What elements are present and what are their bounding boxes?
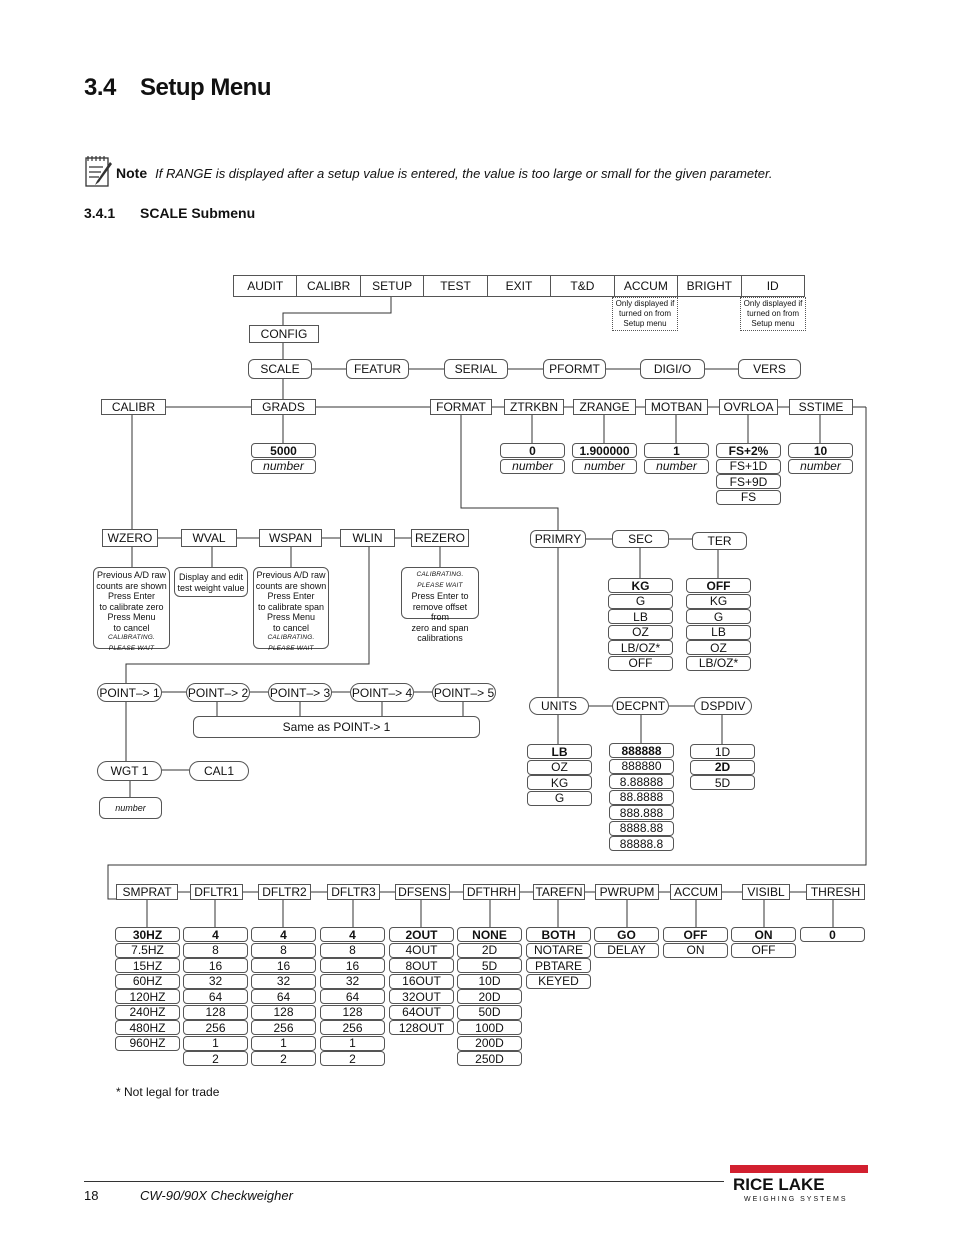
point-4-node[interactable]: POINT–> 4 <box>350 683 414 702</box>
dfltr3-value[interactable]: 4 <box>320 927 385 942</box>
grads-number[interactable]: number <box>251 459 316 474</box>
units-values <box>527 744 592 806</box>
rezero-node[interactable]: REZERO <box>411 529 469 547</box>
dfthrh-values <box>457 927 522 1067</box>
svg-text:WEIGHING SYSTEMS: WEIGHING SYSTEMS <box>744 1196 848 1203</box>
wzero-description <box>93 567 170 652</box>
visibl-value[interactable]: ON <box>731 927 796 942</box>
dfthrh-value[interactable]: 50D <box>457 1005 522 1020</box>
wlin-node[interactable]: WLIN <box>340 529 395 547</box>
dfthrh-value[interactable]: NONE <box>457 927 522 942</box>
tarefn-node[interactable]: TAREFN <box>533 884 585 900</box>
dfltr2-values <box>251 927 316 1067</box>
point-1-node[interactable]: POINT–> 1 <box>97 683 162 702</box>
desc-line: calibrations <box>417 633 463 643</box>
accum-value[interactable]: ON <box>663 943 728 958</box>
ztrkbn-values <box>500 443 565 474</box>
dfthrh-value[interactable]: 10D <box>457 974 522 989</box>
visibl-values <box>731 927 796 958</box>
main-menubar <box>233 275 805 297</box>
note-text: If RANGE is displayed after a setup value is entered, the value is too large or small for the given parameter. <box>155 165 773 181</box>
desc-line: CALIBRATING. PLEASE WAIT <box>267 634 315 652</box>
point-2-node[interactable]: POINT–> 2 <box>186 683 250 702</box>
point-3-node[interactable]: POINT–> 3 <box>268 683 332 702</box>
thresh-value[interactable]: 0 <box>800 927 865 942</box>
zrange-number[interactable]: number <box>572 459 637 474</box>
calibr-node[interactable]: CALIBR <box>101 399 166 415</box>
wgt-1-node[interactable]: WGT 1 <box>97 761 162 781</box>
accum-values <box>663 927 728 958</box>
motban-default[interactable]: 1 <box>644 443 709 458</box>
subsection-title: SCALE Submenu <box>140 205 256 221</box>
sec-value[interactable]: G <box>608 594 673 609</box>
sstime-node[interactable]: SSTIME <box>789 399 853 415</box>
wzero-node[interactable]: WZERO <box>102 529 158 547</box>
dfltr2-value[interactable]: 128 <box>251 1005 316 1020</box>
tarefn-value[interactable]: PBTARE <box>526 958 591 973</box>
pwrupm-values <box>594 927 659 958</box>
dfltr3-node[interactable]: DFLTR3 <box>327 884 380 900</box>
scale-node[interactable]: SCALE <box>248 359 312 379</box>
ovrloa-value[interactable]: FS+1D <box>716 459 781 474</box>
desc-line: CALIBRATING. PLEASE WAIT <box>416 571 464 589</box>
dfltr2-value[interactable]: 8 <box>251 943 316 958</box>
dspdiv-values <box>690 744 755 791</box>
dspdiv-value[interactable]: 5D <box>690 775 755 790</box>
sec-value[interactable]: OZ <box>608 625 673 640</box>
menu-calibr[interactable]: CALIBR <box>297 276 360 296</box>
decpnt-value[interactable]: 888.888 <box>609 805 674 820</box>
dfthrh-value[interactable]: 100D <box>457 1020 522 1035</box>
pwrupm-node[interactable]: PWRUPM <box>595 884 659 900</box>
motban-number[interactable]: number <box>644 459 709 474</box>
digio-node[interactable]: DIGI/O <box>640 359 705 379</box>
dfltr3-value[interactable]: 2 <box>320 1051 385 1066</box>
ter-value[interactable]: LB/OZ* <box>686 656 751 671</box>
dfltr1-value[interactable]: 256 <box>183 1020 248 1035</box>
decpnt-value[interactable]: 8.88888 <box>609 774 674 789</box>
decpnt-node[interactable]: DECPNT <box>612 697 669 715</box>
dfltr3-value[interactable]: 64 <box>320 989 385 1004</box>
desc-line: Press Enter <box>267 591 315 601</box>
document-title: CW-90/90X Checkweigher <box>140 1188 293 1203</box>
primry-node[interactable]: PRIMRY <box>530 530 586 548</box>
dfthrh-value[interactable]: 200D <box>457 1036 522 1051</box>
page-number: 18 <box>84 1188 99 1203</box>
smprat-value[interactable]: 960HZ <box>115 1036 180 1051</box>
dfsens-value[interactable]: 4OUT <box>389 943 454 958</box>
wspan-node[interactable]: WSPAN <box>259 529 322 547</box>
smprat-values <box>115 927 180 1051</box>
dfthrh-value[interactable]: 5D <box>457 958 522 973</box>
grads-default[interactable]: 5000 <box>251 443 316 458</box>
pwrupm-value[interactable]: GO <box>594 927 659 942</box>
dfthrh-value[interactable]: 20D <box>457 989 522 1004</box>
desc-line: Previous A/D raw <box>256 570 326 580</box>
subsection-number: 3.4.1 <box>84 205 116 221</box>
desc-line: counts are shown <box>255 580 327 591</box>
sec-value[interactable]: LB <box>608 609 673 624</box>
ovrloa-values <box>716 443 781 505</box>
dspdiv-node[interactable]: DSPDIV <box>694 697 752 715</box>
sec-value[interactable]: LB/OZ* <box>608 640 673 655</box>
zrange-values <box>572 443 637 474</box>
ovrloa-value[interactable]: FS+9D <box>716 474 781 489</box>
sec-value[interactable]: KG <box>608 578 673 593</box>
cal1-node[interactable]: CAL1 <box>189 761 249 781</box>
dfsens-value[interactable]: 16OUT <box>389 974 454 989</box>
wval-description <box>174 567 248 597</box>
accum-node[interactable]: ACCUM <box>670 884 722 900</box>
section-number: 3.4 <box>84 74 116 101</box>
visibl-value[interactable]: OFF <box>731 943 796 958</box>
visibl-node[interactable]: VISIBL <box>742 884 790 900</box>
desc-line: Press Enter <box>107 591 156 601</box>
dfltr3-value[interactable]: 1 <box>320 1036 385 1051</box>
decpnt-values <box>609 743 674 852</box>
desc-line: Display and edit <box>178 572 244 582</box>
dfsens-value[interactable]: 64OUT <box>389 1005 454 1020</box>
dfltr1-value[interactable]: 128 <box>183 1005 248 1020</box>
tarefn-value[interactable]: BOTH <box>526 927 591 942</box>
dfltr2-value[interactable]: 64 <box>251 989 316 1004</box>
units-node[interactable]: UNITS <box>529 697 589 715</box>
dfsens-value[interactable]: 32OUT <box>389 989 454 1004</box>
dfthrh-value[interactable]: 2D <box>457 943 522 958</box>
dfltr2-value[interactable]: 32 <box>251 974 316 989</box>
wgt-number[interactable]: number <box>99 797 162 819</box>
ter-value[interactable]: G <box>686 609 751 624</box>
wspan-description <box>253 567 329 652</box>
desc-line: to cancel <box>272 622 310 633</box>
ztrkbn-default[interactable]: 0 <box>500 443 565 458</box>
dfltr1-value[interactable]: 4 <box>183 927 248 942</box>
motban-values <box>644 443 709 474</box>
sstime-number[interactable]: number <box>788 459 853 474</box>
desc-line: CALIBRATING. PLEASE WAIT <box>107 634 156 652</box>
dspdiv-value[interactable]: 2D <box>690 760 755 775</box>
smprat-value[interactable]: 60HZ <box>115 974 180 989</box>
id-note: Only displayed if turned on from Setup menu <box>740 297 806 331</box>
dfltr2-node[interactable]: DFLTR2 <box>258 884 311 900</box>
desc-line: Press Menu <box>266 612 316 622</box>
menu-audit[interactable]: AUDIT <box>234 276 297 296</box>
decpnt-value[interactable]: 888880 <box>609 759 674 774</box>
smprat-value[interactable]: 240HZ <box>115 1005 180 1020</box>
sec-value[interactable]: OFF <box>608 656 673 671</box>
featur-node[interactable]: FEATUR <box>346 359 409 379</box>
menu-bright[interactable]: BRIGHT <box>678 276 741 296</box>
config-node[interactable]: CONFIG <box>249 325 319 343</box>
units-value[interactable]: KG <box>527 775 592 790</box>
decpnt-value[interactable]: 888888 <box>609 743 674 758</box>
ter-node[interactable]: TER <box>692 532 747 550</box>
ter-values <box>686 578 751 671</box>
footer-rule <box>84 1181 724 1182</box>
dfltr1-value[interactable]: 64 <box>183 989 248 1004</box>
ztrkbn-number[interactable]: number <box>500 459 565 474</box>
decpnt-value[interactable]: 88.8888 <box>609 790 674 805</box>
zrange-node[interactable]: ZRANGE <box>573 399 636 415</box>
menu-accum[interactable]: ACCUM <box>615 276 678 296</box>
dfthrh-node[interactable]: DFTHRH <box>463 884 520 900</box>
dfsens-node[interactable]: DFSENS <box>395 884 450 900</box>
tarefn-value[interactable]: KEYED <box>526 974 591 989</box>
dfsens-value[interactable]: 2OUT <box>389 927 454 942</box>
menu-td[interactable]: T&D <box>551 276 614 296</box>
dfltr2-value[interactable]: 4 <box>251 927 316 942</box>
rice-lake-logo <box>730 1165 870 1203</box>
dfsens-value[interactable]: 128OUT <box>389 1020 454 1035</box>
wval-node[interactable]: WVAL <box>181 529 237 547</box>
dfltr1-value[interactable]: 16 <box>183 958 248 973</box>
ovrloa-node[interactable]: OVRLOA <box>719 399 778 415</box>
svg-text:RICE LAKE: RICE LAKE <box>733 1175 825 1194</box>
section-title: Setup Menu <box>140 74 271 101</box>
smprat-value[interactable]: 15HZ <box>115 958 180 973</box>
same-as-point-1: Same as POINT-> 1 <box>193 716 480 738</box>
ter-value[interactable]: OFF <box>686 578 751 593</box>
accum-value[interactable]: OFF <box>663 927 728 942</box>
smprat-value[interactable]: 30HZ <box>115 927 180 942</box>
dfltr1-value[interactable]: 1 <box>183 1036 248 1051</box>
dfsens-values <box>389 927 454 1036</box>
accum-note: Only displayed if turned on from Setup menu <box>612 297 678 331</box>
dfltr2-value[interactable]: 1 <box>251 1036 316 1051</box>
desc-line: Press Menu <box>107 612 156 622</box>
menu-setup[interactable]: SETUP <box>361 276 424 296</box>
ovrloa-value[interactable]: FS+2% <box>716 443 781 458</box>
dfltr3-value[interactable]: 32 <box>320 974 385 989</box>
desc-line: counts are shown <box>96 580 167 591</box>
dfltr1-node[interactable]: DFLTR1 <box>190 884 243 900</box>
dfltr2-value[interactable]: 256 <box>251 1020 316 1035</box>
motban-node[interactable]: MOTBAN <box>645 399 708 415</box>
dfsens-value[interactable]: 8OUT <box>389 958 454 973</box>
units-value[interactable]: LB <box>527 744 592 759</box>
dfltr1-value[interactable]: 32 <box>183 974 248 989</box>
ter-value[interactable]: LB <box>686 625 751 640</box>
smprat-value[interactable]: 7.5HZ <box>115 943 180 958</box>
thresh-values <box>800 927 865 943</box>
grads-node[interactable]: GRADS <box>251 399 316 415</box>
dfltr3-value[interactable]: 16 <box>320 958 385 973</box>
desc-line: to cancel <box>113 622 150 633</box>
dfltr1-value[interactable]: 8 <box>183 943 248 958</box>
grads-values <box>251 443 316 474</box>
dfltr1-value[interactable]: 2 <box>183 1051 248 1066</box>
smprat-node[interactable]: SMPRAT <box>116 884 178 900</box>
smprat-value[interactable]: 480HZ <box>115 1020 180 1035</box>
tarefn-values <box>526 927 591 989</box>
dfthrh-value[interactable]: 250D <box>457 1051 522 1066</box>
dfltr3-value[interactable]: 128 <box>320 1005 385 1020</box>
dfltr3-value[interactable]: 8 <box>320 943 385 958</box>
format-node[interactable]: FORMAT <box>430 399 492 415</box>
ter-value[interactable]: KG <box>686 594 751 609</box>
desc-line: zero and span <box>411 622 469 633</box>
units-value[interactable]: G <box>527 791 592 806</box>
desc-line: to calibrate span <box>257 601 325 612</box>
menu-test[interactable]: TEST <box>424 276 487 296</box>
vers-node[interactable]: VERS <box>738 359 801 379</box>
ztrkbn-node[interactable]: ZTRKBN <box>504 399 564 415</box>
point-5-node[interactable]: POINT–> 5 <box>432 683 496 702</box>
desc-line: Press Enter to <box>411 591 469 601</box>
note-label: Note <box>116 165 148 181</box>
smprat-value[interactable]: 120HZ <box>115 989 180 1004</box>
menu-id[interactable]: ID <box>766 279 779 293</box>
desc-line: to calibrate zero <box>99 601 164 612</box>
decpnt-value[interactable]: 88888.8 <box>609 836 674 851</box>
tarefn-value[interactable]: NOTARE <box>526 943 591 958</box>
dspdiv-value[interactable]: 1D <box>690 744 755 759</box>
units-value[interactable]: OZ <box>527 760 592 775</box>
sstime-default[interactable]: 10 <box>788 443 853 458</box>
serial-node[interactable]: SERIAL <box>444 359 508 379</box>
ter-value[interactable]: OZ <box>686 640 751 655</box>
dfltr3-value[interactable]: 256 <box>320 1020 385 1035</box>
desc-line: test weight value <box>177 582 245 593</box>
sstime-values <box>788 443 853 474</box>
dfltr1-values <box>183 927 248 1067</box>
dfltr3-values <box>320 927 385 1067</box>
sec-values <box>608 578 673 671</box>
desc-line: Previous A/D raw <box>96 570 167 580</box>
ovrloa-value[interactable]: FS <box>716 490 781 505</box>
dfltr2-value[interactable]: 16 <box>251 958 316 973</box>
sec-node[interactable]: SEC <box>612 530 669 548</box>
decpnt-value[interactable]: 8888.88 <box>609 821 674 836</box>
pformt-node[interactable]: PFORMT <box>543 359 606 379</box>
pwrupm-value[interactable]: DELAY <box>594 943 659 958</box>
zrange-default[interactable]: 1.900000 <box>572 443 637 458</box>
rezero-description <box>401 567 479 643</box>
desc-line: remove offset from <box>412 601 468 622</box>
legal-footnote: * Not legal for trade <box>116 1085 220 1099</box>
dfltr2-value[interactable]: 2 <box>251 1051 316 1066</box>
thresh-node[interactable]: THRESH <box>806 884 865 900</box>
menu-exit[interactable]: EXIT <box>488 276 551 296</box>
